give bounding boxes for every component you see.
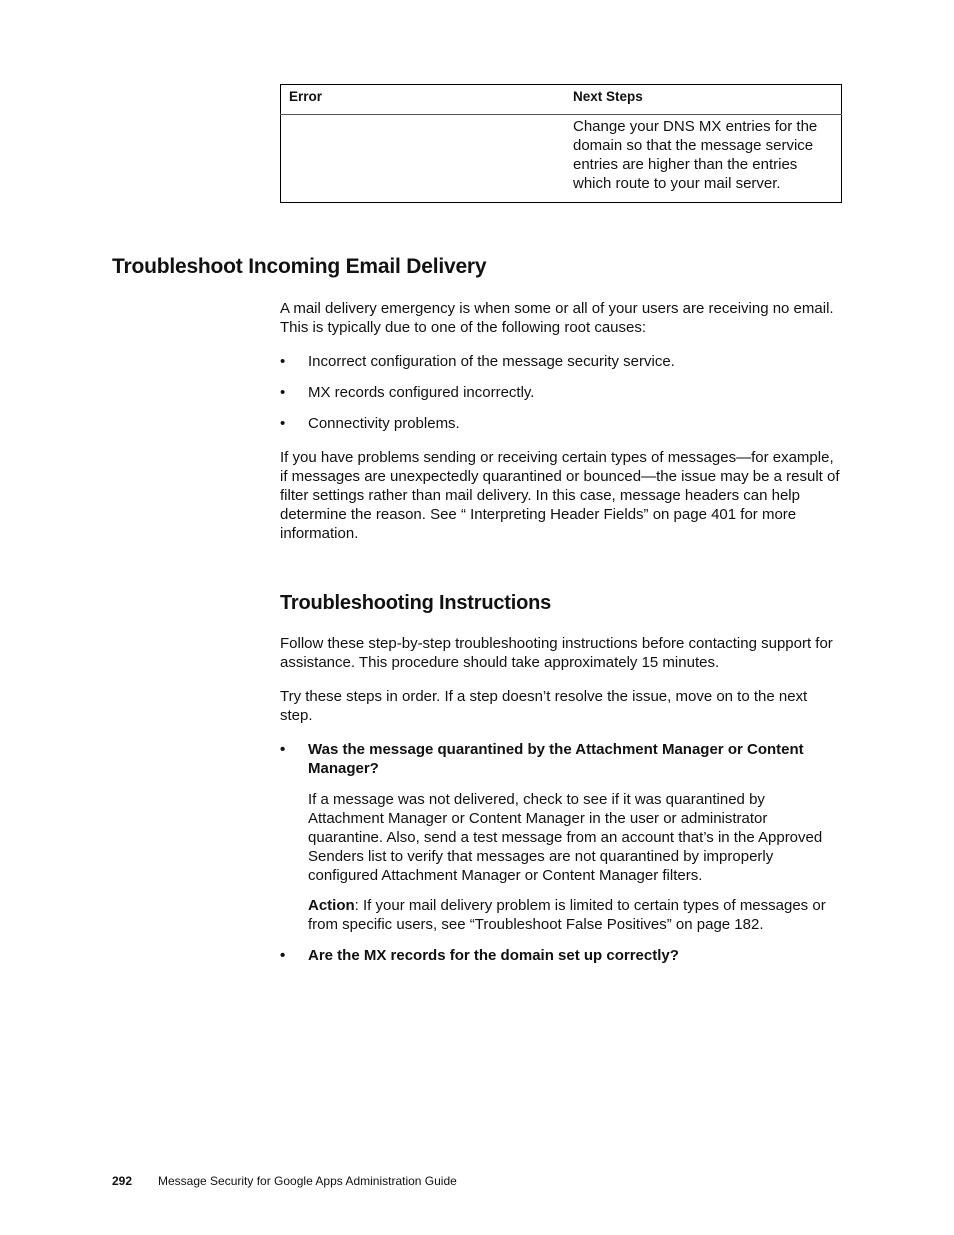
table-header-error: Error (281, 85, 566, 115)
list-item (280, 383, 840, 402)
page-number: 292 (112, 1174, 133, 1188)
bullet-marker: • (280, 353, 286, 370)
filter-note-paragraph: If you have problems sending or receiving certain types of messages—for example, if messages are unexpectedly quarantined or bounced—the issue may be a result of filter settings rather than mail delivery. In this case, message headers can help determine the reason. See “ Interpreting Header Fields” on page 401 for more information. (280, 449, 840, 542)
cause-text: Connectivity problems. (308, 415, 460, 432)
section-title: Troubleshoot Incoming Email Delivery (112, 255, 487, 278)
list-item (280, 946, 840, 965)
instructions-paragraph: Follow these step-by-step troubleshooting instructions before contacting support for assistance. This procedure should take approximately 15 minutes. (280, 635, 833, 671)
list-item (280, 740, 840, 778)
bullet-marker: • (280, 947, 286, 964)
bullet-marker: • (280, 741, 286, 758)
cause-text: Incorrect configuration of the message security service. (308, 353, 675, 370)
error-next-steps-table (280, 84, 842, 203)
list-item (280, 352, 840, 371)
subsection-title: Troubleshooting Instructions (280, 592, 552, 614)
footer-doc-title: Message Security for Google Apps Administration Guide (158, 1174, 457, 1188)
step-question: Are the MX records for the domain set up correctly? (308, 947, 679, 964)
action-label: Action (308, 897, 355, 914)
list-item (280, 414, 840, 433)
order-paragraph: Try these steps in order. If a step doesn’t resolve the issue, move on to the next step. (280, 688, 808, 724)
table-row (281, 115, 842, 203)
action-text: : If your mail delivery problem is limited to certain types of messages or from specific users, see “Troubleshoot False Positives” on page 182. (308, 897, 826, 933)
step-body-paragraph: If a message was not delivered, check to see if it was quarantined by Attachment Manager or Content Manager in the user or administrator quarantine. Also, send a test message from an account that’s in the Approved Senders list to verify that messages are not quarantined by improperly configured Attachment Manager or Content Manager filters. (308, 791, 823, 884)
bullet-marker: • (280, 384, 286, 401)
table-cell-error (281, 115, 566, 203)
bullet-marker: • (280, 415, 286, 432)
intro-paragraph: A mail delivery emergency is when some or all of your users are receiving no email. This is typically due to one of the following root causes: (280, 300, 834, 336)
table-header-next-steps: Next Steps (565, 85, 842, 115)
step-question: Was the message quarantined by the Attachment Manager or Content Manager? (308, 741, 804, 777)
action-paragraph (308, 896, 842, 934)
table-header-row (281, 85, 842, 115)
table-cell-next-steps: Change your DNS MX entries for the domain so that the message service entries are higher than the entries which route to your mail server. (565, 115, 842, 203)
cause-text: MX records configured incorrectly. (308, 384, 535, 401)
